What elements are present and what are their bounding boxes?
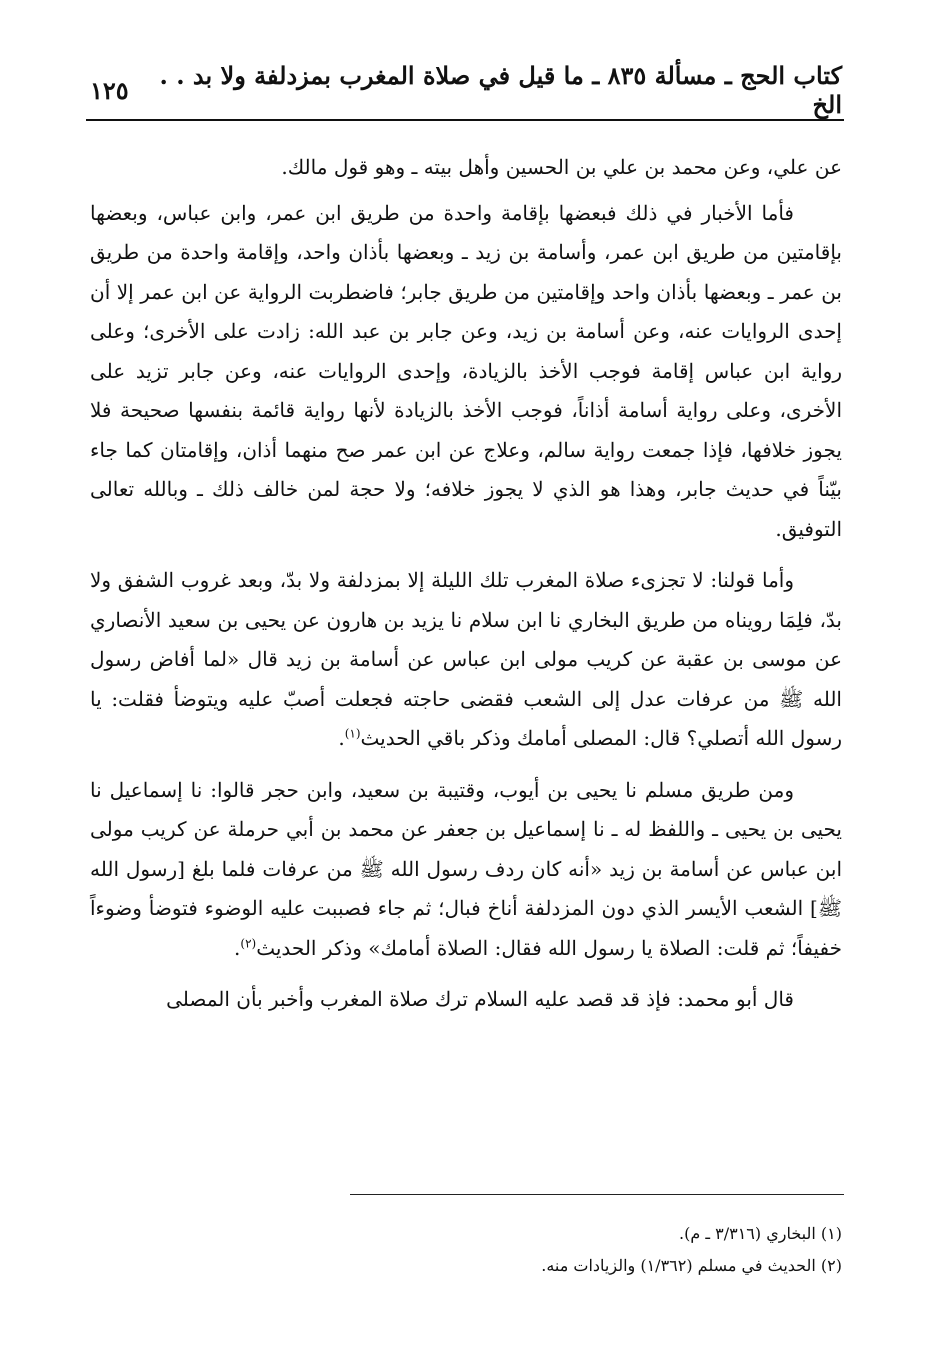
paragraph-3: وأما قولنا: لا تجزىء صلاة المغرب تلك الليلة إلا بمزدلفة ولا بدّ، وبعد غروب الشفق ولا بدّ، فلِمَا رويناه من طريق البخاري نا ابن سلام نا يزيد بن هارون عن يحيى بن سعيد الأنصاري عن موسى بن عقبة عن كريب مولى ابن عباس عن أسامة بن زيد قال «لما أفاض رسول الله ﷺ من عرفات عدل إلى الشعب فقضى حاجته فجعلت أصبّ عليه ويتوضأ فقلت: يا رسول الله أتصلي؟ قال: المصلى أمامك وذكر باقي الحديث$^{(١)}$. (90, 568, 842, 750)
header-divider (86, 119, 844, 121)
footnotes (90, 1218, 842, 1282)
page-number: ١٢٥ (90, 75, 129, 105)
footnote-ref-2: (٢) (240, 935, 257, 950)
footnote-ref-1: (١) (344, 726, 361, 741)
paragraph-4: ومن طريق مسلم نا يحيى بن أيوب، وقتيبة بن سعيد، وابن حجر قالوا: نا إسماعيل نا يحيى بن يحيى ـ واللفظ له ـ نا إسماعيل بن جعفر عن محمد بن أبي حرملة عن كريب مولى ابن عباس عن أسامة بن زيد «أنه كان ردف رسول الله ﷺ من عرفات فلما بلغ [رسول الله ﷺ] الشعب الأيسر الذي دون المزدلفة أناخ فبال؛ ثم جاء فصببت عليه الوضوء فتوضأ وضوءاً خفيفاً؛ ثم قلت: الصلاة يا رسول الله فقال: الصلاة أمامك» وذكر الحديث$^{(٢)}$. (90, 777, 842, 960)
paragraph-2: فأما الأخبار في ذلك فبعضها بإقامة واحدة من طريق ابن عمر، وابن عباس، وبعضها بإقامتين من طريق ابن عمر، وأسامة بن زيد ـ وبعضها بأذان واحد، وإقامة واحدة من طريق بن عمر ـ وبعضها بأذان واحد وإقامتين من طريق جابر؛ فاضطربت الرواية عن ابن عمر إلا أن إحدى الروايات عنه، وعن أسامة بن زيد، وعن جابر بن عبد الله: زادت على الأخرى؛ وعلى رواية ابن عباس إقامة فوجب الأخذ بالزيادة، وإحدى الروايات عنه، وعن جابر تزيد على الأخرى، وعلى رواية أسامة أذاناً، فوجب الأخذ بالزيادة لأنها رواية قائمة بنفسها صحيحة فلا يجوز خلافها، فإذا جمعت رواية سالم، وعلاج عن ابن عمر صح منهما أذان، وإقامتان كما جاء بيّناً في حديث جابر، وهذا هو الذي لا يجوز خلافه؛ ولا حجة لمن خالف ذلك ـ وبالله تعالى التوفيق. (90, 200, 842, 541)
running-head (90, 61, 842, 119)
paragraph-1: عن علي، وعن محمد بن علي بن الحسين وأهل بيته ـ وهو قول مالك. (281, 155, 842, 179)
body-text (90, 148, 842, 1032)
running-title: كتاب الحج ـ مسألة ٨٣٥ ـ ما قيل في صلاة المغرب بمزدلفة ولا بد . . الخ (159, 61, 842, 119)
footnote-2: (٢) الحديث في مسلم (١/٣٦٢) والزيادات منه. (541, 1256, 842, 1275)
footnote-1: (١) البخاري (٣/٣١٦ ـ م). (679, 1224, 842, 1243)
footnote-divider (350, 1194, 844, 1195)
paragraph-5: قال أبو محمد: فإذ قد قصد عليه السلام ترك صلاة المغرب وأخبر بأن المصلى (166, 987, 794, 1011)
